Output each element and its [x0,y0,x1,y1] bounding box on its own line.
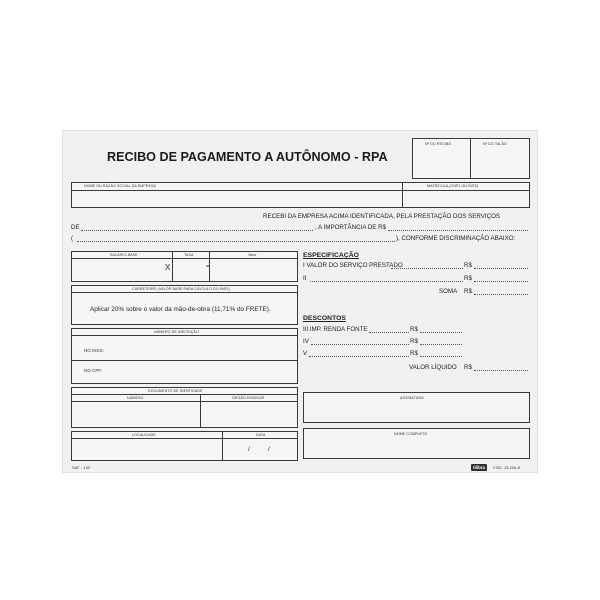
value-label: Valor [248,253,257,257]
multiply-mark: X [165,263,171,272]
salary-base-box [71,251,298,282]
deductions-title: DESCONTOS [303,315,346,322]
sum-label: SOMA [439,288,458,295]
declaration-line-1: RECEBI DA EMPRESA ACIMA IDENTIFICADA, PELA PRESTAÇÃO DOS SERVIÇOS [263,213,501,220]
equals-mark: = [206,264,210,270]
amount-in-words-line [77,241,395,242]
product-code: CÓD. 15.206-8 [493,466,520,470]
full-name-box [303,428,530,459]
form-title: RECIBO DE PAGAMENTO A AUTÔNOMO - RPA [107,150,388,164]
date-separator-2: / [268,446,270,453]
carreteiro-box [71,285,298,325]
document-number-label: NÚMERO [127,396,144,400]
deduction-item-1: III IMP. RENDA FONTE [303,326,368,333]
declaration-amount-label: , A IMPORTÂNCIA DE R$ [315,224,387,231]
carreteiro-instruction: Aplicar 20% sobre o valor da mão-de-obra (11,71% do FRETE). [90,306,271,313]
registration-number-label: NÚMERO DE INSCRIÇÃO [154,330,199,334]
talao-number-label: Nº DO TALÃO [483,142,507,146]
deduction-item-1-value-line [420,332,462,333]
specification-title: ESPECIFICAÇÃO [303,252,359,259]
inss-label: NO INSS: [84,348,105,353]
deduction-item-2-currency: R$ [410,338,418,345]
spec-item-1: I VALOR DO SERVIÇO PRESTADO [303,262,403,269]
salary-base-label: SALÁRIO-BASE [110,253,138,257]
spec-item-2: II [303,275,307,282]
date-separator-1: / [248,446,250,453]
carreteiro-label: CARRETEIRO (VALOR BASE PARA CÁLCULO DO INSS) [132,287,230,291]
sum-value-line [474,294,528,295]
deduction-item-2-value-line [420,344,462,345]
net-value-label: VALOR LÍQUIDO [409,364,457,371]
spec-item-1-dots [391,268,463,269]
deduction-item-3-currency: R$ [410,350,418,357]
receipt-number-label: Nº DO RECIBO [425,142,452,146]
declaration-paren-open: ( [71,235,74,242]
deduction-item-3: V [303,350,308,357]
service-description-line [81,230,313,231]
location-label: LOCALIDADE [132,433,156,437]
signature-label: ASSINATURA [400,396,424,400]
deduction-item-1-currency: R$ [410,326,418,333]
amount-line [388,230,528,231]
registration-label: MATRÍCULA (CNPJ OU INSS) [427,184,479,188]
full-name-label: NOME COMPLETO [394,432,428,436]
company-row [71,182,530,208]
spec-item-1-value-line [474,268,528,269]
deduction-item-3-value-line [420,356,462,357]
rate-label: TAXA [184,253,194,257]
signature-box [303,392,530,423]
date-label: DATA [256,433,266,437]
net-value-currency: R$ [464,364,472,371]
spec-item-2-value-line [474,281,528,282]
issuing-agency-label: ÓRGÃO EMISSOR [232,396,265,400]
receipt-number-box [412,138,530,179]
declaration-de: DE [71,224,80,231]
spec-item-1-currency: R$ [464,262,472,269]
deduction-item-2: IV [303,338,309,345]
net-value-line [474,370,528,371]
registration-number-box [71,328,298,384]
brand-logo: tilibra [473,465,485,470]
sum-currency: R$ [464,288,472,295]
cpf-label: NO CPF: [84,368,103,373]
rpa-form-sheet [62,130,538,473]
spec-item-2-dots [310,281,463,282]
deduction-item-2-dots [311,344,409,345]
declaration-discrimination: ), CONFORME DISCRIMINAÇÃO ABAIXO: [396,235,516,242]
deduction-item-1-dots [369,332,409,333]
location-date-box [71,431,298,461]
company-name-label: NOME OU RAZÃO SOCIAL DA EMPRESA [84,184,157,188]
identity-document-box [71,387,298,428]
deduction-item-3-dots [309,356,409,357]
spec-item-2-currency: R$ [464,275,472,282]
identity-document-label: DOCUMENTO DE IDENTIDADE [148,389,203,393]
form-code: SAF - 140 [72,466,90,470]
